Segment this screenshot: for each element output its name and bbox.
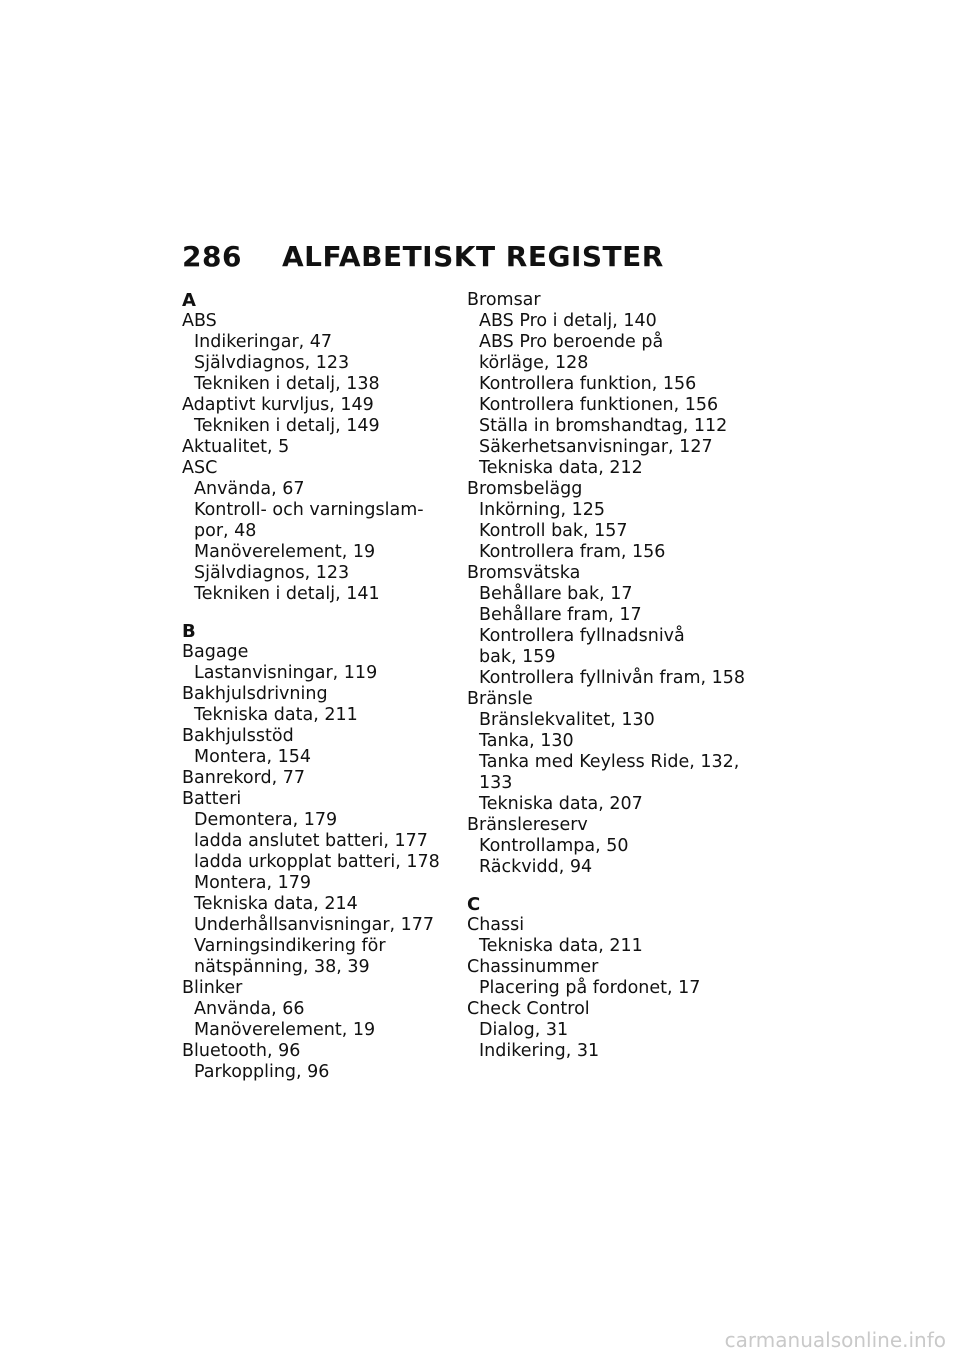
index-subentry: ladda urkopplat batteri, 178 <box>194 852 440 872</box>
section-letter: B <box>182 621 196 642</box>
index-subentry: Säkerhetsanvisningar, 127 <box>479 437 713 457</box>
index-column-left <box>182 290 452 1083</box>
index-subentry: Kontrollera funktionen, 156 <box>479 395 719 415</box>
index-subentry: Inkörning, 125 <box>479 500 606 520</box>
index-subentry: Montera, 154 <box>194 747 311 767</box>
index-subentry: Behållare fram, 17 <box>479 605 642 625</box>
index-subentry: Tekniska data, 212 <box>479 458 643 478</box>
page-number: 286 <box>182 240 242 273</box>
index-subentry: Varningsindikering för <box>194 936 386 956</box>
index-entry: Bränslereserv <box>467 815 588 835</box>
index-entry: Blinker <box>182 978 243 998</box>
index-subentry: Använda, 67 <box>194 479 305 499</box>
index-subentry: Kontrollera fram, 156 <box>479 542 666 562</box>
index-entry: Bluetooth, 96 <box>182 1041 301 1061</box>
index-subentry: Självdiagnos, 123 <box>194 353 350 373</box>
index-subentry: Kontroll- och varningslam- <box>194 500 424 520</box>
index-entry: Bränsle <box>467 689 533 709</box>
index-subentry: Dialog, 31 <box>479 1020 569 1040</box>
index-subentry: Kontroll bak, 157 <box>479 521 628 541</box>
index-subentry: Använda, 66 <box>194 999 305 1019</box>
section-letter: A <box>182 290 196 311</box>
index-subentry: Demontera, 179 <box>194 810 338 830</box>
index-subentry: 133 <box>479 773 513 793</box>
section-letter: C <box>467 894 481 915</box>
index-subentry: Behållare bak, 17 <box>479 584 633 604</box>
index-subentry: Tekniska data, 214 <box>194 894 358 914</box>
index-subentry: Tekniken i detalj, 141 <box>194 584 380 604</box>
index-subentry: Kontrollera fyllnivån fram, 158 <box>479 668 746 688</box>
index-subentry: Bränslekvalitet, 130 <box>479 710 655 730</box>
index-subentry: Tekniska data, 211 <box>194 705 358 725</box>
index-subentry: Tekniken i detalj, 149 <box>194 416 380 436</box>
index-subentry: ABS Pro i detalj, 140 <box>479 311 657 331</box>
index-subentry: ladda anslutet batteri, 177 <box>194 831 428 851</box>
index-entry: Aktualitet, 5 <box>182 437 290 457</box>
index-entry: Bakhjulsstöd <box>182 726 294 746</box>
page-title: ALFABETISKT REGISTER <box>282 240 664 273</box>
index-subentry: Kontrollampa, 50 <box>479 836 629 856</box>
index-entry: Batteri <box>182 789 242 809</box>
index-subentry: Montera, 179 <box>194 873 311 893</box>
index-subentry: körläge, 128 <box>479 353 589 373</box>
index-subentry: Kontrollera fyllnadsnivå <box>479 626 685 646</box>
index-subentry: Underhållsanvisningar, 177 <box>194 915 435 935</box>
index-subentry: Tekniken i detalj, 138 <box>194 374 380 394</box>
index-subentry: Lastanvisningar, 119 <box>194 663 378 683</box>
index-subentry: Tanka med Keyless Ride, 132, <box>479 752 740 772</box>
index-entry: Bagage <box>182 642 249 662</box>
index-entry: Chassinummer <box>467 957 599 977</box>
index-entry: ASC <box>182 458 218 478</box>
index-subentry: ABS Pro beroende på <box>479 332 664 352</box>
index-subentry: Indikeringar, 47 <box>194 332 333 352</box>
index-entry: Check Control <box>467 999 590 1019</box>
index-subentry: Tekniska data, 211 <box>479 936 643 956</box>
index-entry: Banrekord, 77 <box>182 768 306 788</box>
index-entry: Adaptivt kurvljus, 149 <box>182 395 374 415</box>
index-entry: Bromsbelägg <box>467 479 583 499</box>
index-subentry: Självdiagnos, 123 <box>194 563 350 583</box>
watermark: carmanualsonline.info <box>724 1328 946 1352</box>
index-subentry: Tekniska data, 207 <box>479 794 643 814</box>
index-entry: Chassi <box>467 915 525 935</box>
index-subentry: Indikering, 31 <box>479 1041 600 1061</box>
index-subentry: nätspänning, 38, 39 <box>194 957 370 977</box>
index-subentry: Manöverelement, 19 <box>194 1020 376 1040</box>
index-entry: Bakhjulsdrivning <box>182 684 328 704</box>
index-subentry: Manöverelement, 19 <box>194 542 376 562</box>
index-subentry: Ställa in bromshandtag, 112 <box>479 416 728 436</box>
index-subentry: por, 48 <box>194 521 257 541</box>
index-entry: Bromsar <box>467 290 541 310</box>
index-entry: ABS <box>182 311 217 331</box>
index-subentry: Parkoppling, 96 <box>194 1062 330 1082</box>
index-subentry: Tanka, 130 <box>479 731 574 751</box>
index-subentry: Räckvidd, 94 <box>479 857 593 877</box>
index-entry: Bromsvätska <box>467 563 581 583</box>
index-column-right <box>467 290 746 1062</box>
page-header <box>182 240 664 280</box>
index-subentry: Placering på fordonet, 17 <box>479 978 701 998</box>
index-subentry: Kontrollera funktion, 156 <box>479 374 697 394</box>
index-subentry: bak, 159 <box>479 647 556 667</box>
